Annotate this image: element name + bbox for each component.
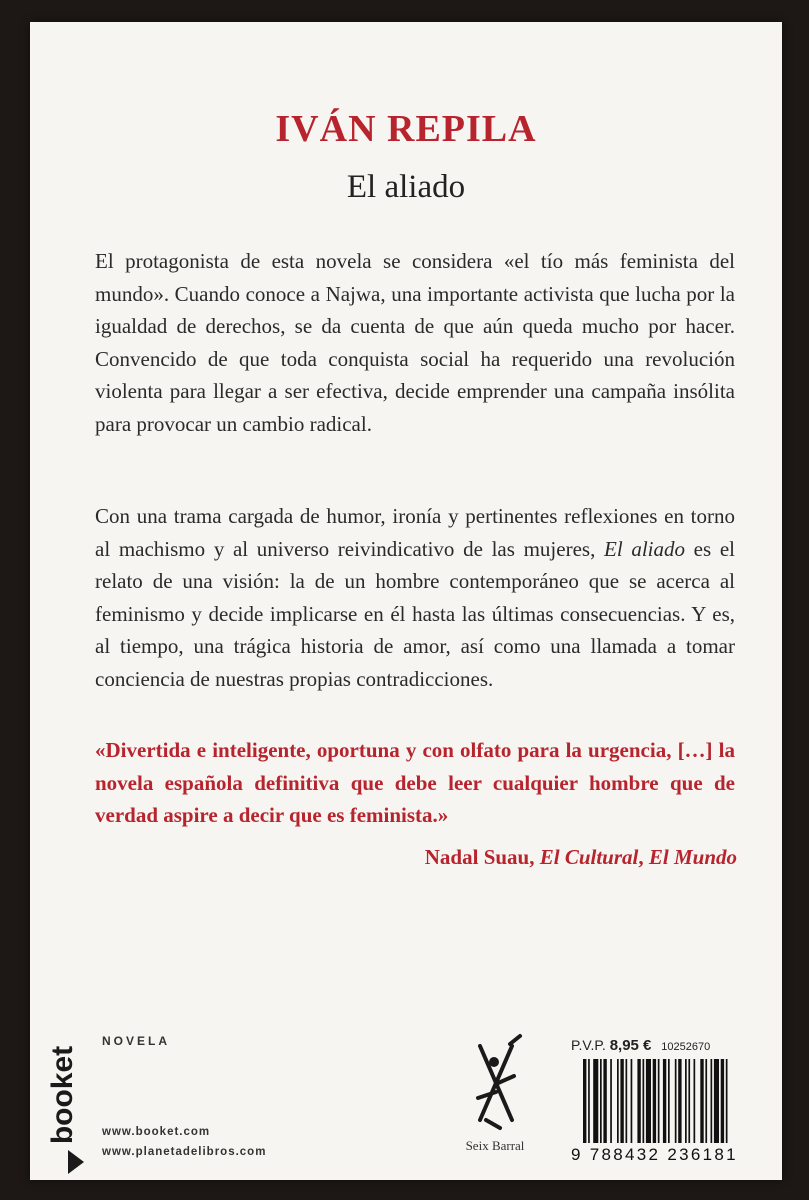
synopsis-book-title: El aliado	[604, 536, 686, 561]
quote-separator: ,	[638, 845, 649, 869]
quote-author: Nadal Suau,	[424, 845, 540, 869]
barcode	[583, 1059, 773, 1143]
book-title: El aliado	[346, 169, 466, 205]
synopsis-paragraph-2-start: Con una trama cargada de humor, ironía y pertinentes reflexiones en torno al machismo y al universo reivindicativo de las mujeres,	[95, 504, 735, 561]
synopsis-paragraph-1: El protagonista de esta novela se considera «el tío más feminista del mundo». Cuando conoce a Najwa, una importante activista que lucha por la igualdad de derechos, se da cuenta de que aún queda mucho por hacer. Convencido de que toda conquista social ha requerido una revolución violenta para llegar a ser efectiva, decide emprender una campaña insólita para provocar un cambio radical.	[95, 249, 735, 436]
url-booket: www.booket.com	[102, 1126, 211, 1138]
synopsis-paragraph-2	[95, 500, 735, 695]
author-name: IVÁN REPILA	[275, 108, 537, 150]
seix-barral-logo	[450, 1032, 540, 1162]
publisher-urls	[102, 1122, 266, 1162]
booket-logo	[38, 1032, 84, 1180]
url-planetadelibros: www.planetadelibros.com	[102, 1146, 267, 1158]
barcode-block	[571, 1037, 766, 1177]
booket-logo-text: booket	[46, 1045, 79, 1145]
quote-publication-1: El Cultural	[539, 845, 639, 869]
price-label: P.V.P.	[571, 1037, 606, 1053]
price-line	[571, 1037, 766, 1054]
quote-publication-2: El Mundo	[648, 845, 737, 869]
product-code: 10252670	[661, 1041, 711, 1053]
genre-label: NOVELA	[102, 1034, 171, 1048]
press-quote: «Divertida e inteligente, oportuna y con olfato para la urgencia, […] la novela española definitiva que debe leer cualquier hombre que de verdad aspire a decir que es feminista.»	[95, 738, 735, 827]
isbn-number: 9 788432 236181	[571, 1145, 738, 1164]
booket-arrow-icon	[38, 1032, 84, 1180]
price-value: 8,95 €	[609, 1037, 652, 1054]
synopsis-paragraph-2-end: es el relato de una visión: la de un hombre contemporáneo que se acerca al feminismo y decide implicarse en él hasta las últimas consecuencias. Y es, al tiempo, una trágica historia de amor, así como una llamada a tomar conciencia de nuestras propias contradicciones.	[95, 536, 736, 691]
seix-barral-figure-icon	[450, 1032, 540, 1136]
book-back-cover	[30, 22, 782, 1180]
publisher-name: Seix Barral	[465, 1138, 525, 1153]
quote-attribution	[425, 845, 737, 870]
